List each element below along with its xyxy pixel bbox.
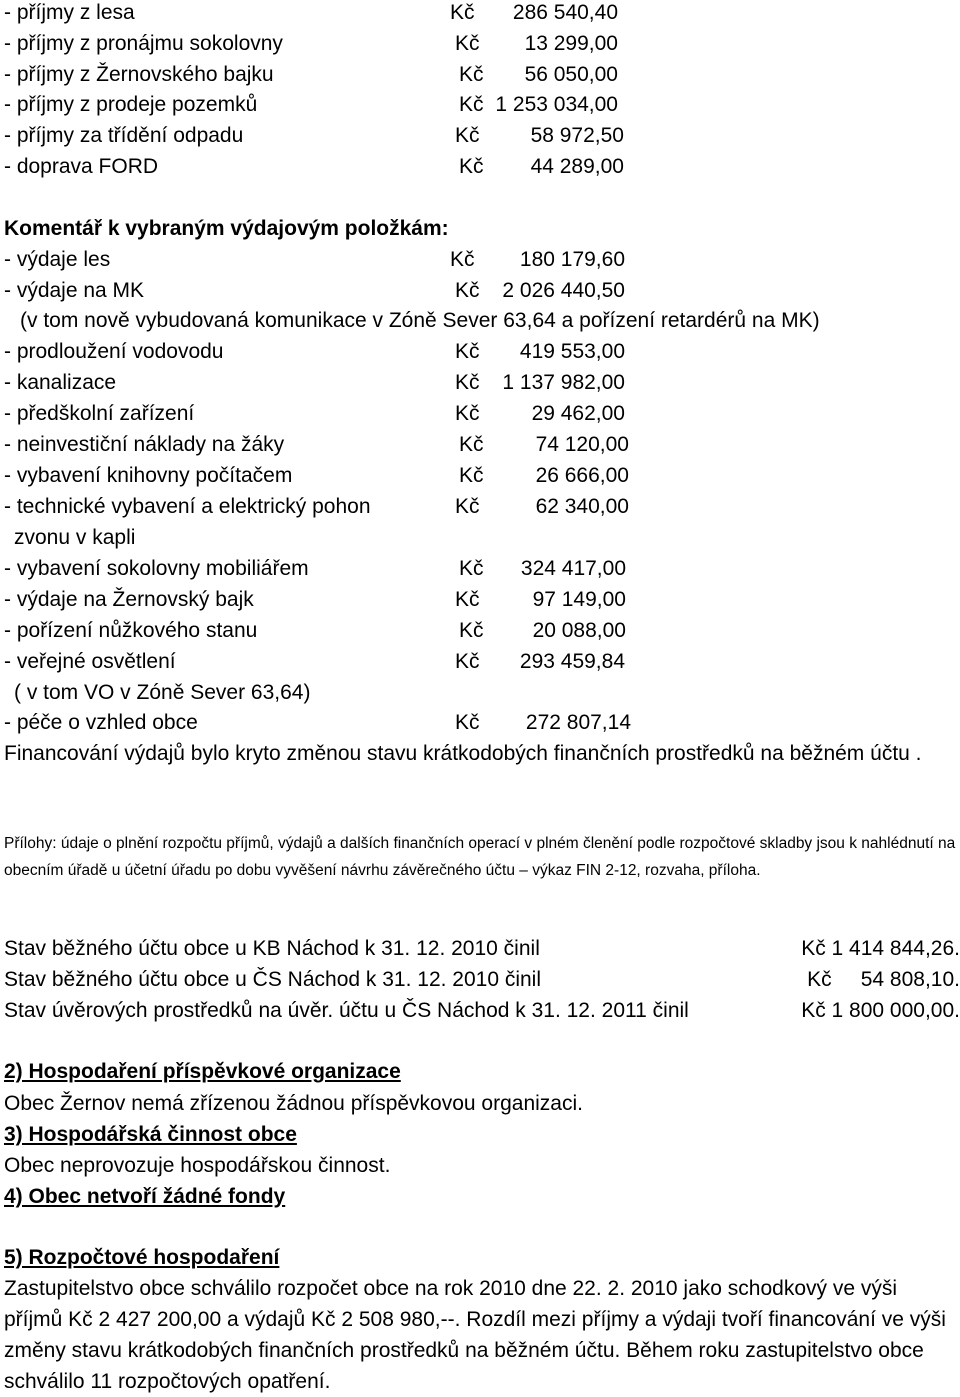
currency-label: Kč xyxy=(459,464,484,487)
expense-note: (v tom nově vybudovaná komunikace v Zóně Sever 63,64 a pořízení retardérů na MK) xyxy=(20,309,820,332)
currency-label: Kč xyxy=(455,402,480,425)
row-label: - vybavení knihovny počítačem xyxy=(4,464,293,487)
balance-amount: Kč 1 800 000,00. xyxy=(801,999,960,1022)
row-label: - předškolní zařízení xyxy=(4,402,195,425)
expense-heading: Komentář k vybraným výdajovým položkám: xyxy=(4,217,449,240)
currency-label: Kč xyxy=(459,155,484,178)
currency-label: Kč xyxy=(455,340,480,363)
balance-amount: Kč 1 414 844,26. xyxy=(801,937,960,960)
row-label: - neinvestiční náklady na žáky xyxy=(4,433,285,456)
row-label: - pořízení nůžkového stanu xyxy=(4,619,258,642)
amount-value: 293 459,84 xyxy=(519,650,625,673)
row-label: - výdaje na Žernovský bajk xyxy=(4,588,254,611)
currency-label: Kč xyxy=(455,588,480,611)
row-label: - výdaje na MK xyxy=(4,279,145,302)
currency-label: Kč xyxy=(459,63,484,86)
amount-value: 44 289,00 xyxy=(530,155,624,178)
amount-value: 180 179,60 xyxy=(519,248,625,271)
amount-value: 26 666,00 xyxy=(535,464,629,487)
amount-value: 62 340,00 xyxy=(535,495,629,518)
amount-value: 1 253 034,00 xyxy=(495,93,618,116)
amount-value: 419 553,00 xyxy=(519,340,625,363)
amount-value: 286 540,40 xyxy=(512,1,618,24)
currency-label: Kč xyxy=(455,495,480,518)
amount-value: 29 462,00 xyxy=(531,402,625,425)
section-heading: 5) Rozpočtové hospodaření xyxy=(4,1246,280,1269)
row-label: - příjmy z pronájmu sokolovny xyxy=(4,32,283,55)
amount-value: 272 807,14 xyxy=(525,711,631,734)
currency-label: Kč xyxy=(459,557,484,580)
amount-value: 1 137 982,00 xyxy=(502,371,625,394)
expense-note: ( v tom VO v Zóně Sever 63,64) xyxy=(14,681,311,704)
balance-label: Stav běžného účtu obce u KB Náchod k 31. 12. 2010 činil xyxy=(4,937,540,960)
amount-value: 324 417,00 xyxy=(520,557,626,580)
balance-label: Stav běžného účtu obce u ČS Náchod k 31. 12. 2010 činil xyxy=(4,968,542,991)
section-heading: 2) Hospodaření příspěvkové organizace xyxy=(4,1060,401,1083)
section-heading: 4) Obec netvoří žádné fondy xyxy=(4,1185,286,1208)
row-label: - příjmy za třídění odpadu xyxy=(4,124,244,147)
currency-label: Kč xyxy=(455,650,480,673)
row-label: - prodloužení vodovodu xyxy=(4,340,224,363)
currency-label: Kč xyxy=(459,619,484,642)
row-label: - výdaje les xyxy=(4,248,111,271)
attachments-note: Přílohy: údaje o plnění rozpočtu příjmů, výdajů a dalších finančních operací v plném členění podle rozpočtové skladby jsou k nahlédnutí na obecním úřadě u účetní úřadu po dobu vyvěšení návrhu závěrečného účtu – výkaz FIN 2-12, rozvaha, příloha. xyxy=(4,835,956,879)
row-label: - veřejné osvětlení xyxy=(4,650,176,673)
amount-value: 13 299,00 xyxy=(524,32,618,55)
financing-paragraph: Financování výdajů bylo kryto změnou stavu krátkodobých finančních prostředků na běžném účtu . xyxy=(4,742,922,765)
amount-value: 2 026 440,50 xyxy=(502,279,625,302)
section-heading: 3) Hospodářská činnost obce xyxy=(4,1123,297,1146)
row-label: - doprava FORD xyxy=(4,155,159,178)
expense-note: zvonu v kapli xyxy=(14,526,136,549)
row-label: - příjmy z Žernovského bajku xyxy=(4,63,274,86)
currency-label: Kč xyxy=(450,1,475,24)
section-text: Zastupitelstvo obce schválilo rozpočet obce na rok 2010 dne 22. 2. 2010 jako schodkový ve výši příjmů Kč 2 427 200,00 a výdajů Kč 2 508 980,--. Rozdíl mezi příjmy a výdaji tvoří financování ve výši změny stavu krátkodobých finančních prostředků na běžném účtu. Během roku zastupitelstvo obce schválilo 11 rozpočtových opatření. xyxy=(4,1277,946,1393)
row-label: - příjmy z lesa xyxy=(4,1,135,24)
row-label: - příjmy z prodeje pozemků xyxy=(4,93,258,116)
section-text: Obec Žernov nemá zřízenou žádnou příspěvkovou organizaci. xyxy=(4,1092,583,1115)
row-label: - vybavení sokolovny mobiliářem xyxy=(4,557,309,580)
row-label: - kanalizace xyxy=(4,371,117,394)
amount-value: 20 088,00 xyxy=(532,619,626,642)
balance-amount: Kč 54 808,10. xyxy=(807,968,960,991)
currency-label: Kč xyxy=(455,124,480,147)
amount-value: 56 050,00 xyxy=(524,63,618,86)
balance-label: Stav úvěrových prostředků na úvěr. účtu u ČS Náchod k 31. 12. 2011 činil xyxy=(4,999,689,1022)
amount-value: 97 149,00 xyxy=(532,588,626,611)
currency-label: Kč xyxy=(459,93,484,116)
row-label: - péče o vzhled obce xyxy=(4,711,198,734)
currency-label: Kč xyxy=(459,433,484,456)
row-label: - technické vybavení a elektrický pohon xyxy=(4,495,371,518)
section-text: Obec neprovozuje hospodářskou činnost. xyxy=(4,1154,391,1177)
currency-label: Kč xyxy=(455,32,480,55)
currency-label: Kč xyxy=(455,279,480,302)
currency-label: Kč xyxy=(455,711,480,734)
currency-label: Kč xyxy=(450,248,475,271)
currency-label: Kč xyxy=(455,371,480,394)
amount-value: 58 972,50 xyxy=(530,124,624,147)
amount-value: 74 120,00 xyxy=(535,433,629,456)
